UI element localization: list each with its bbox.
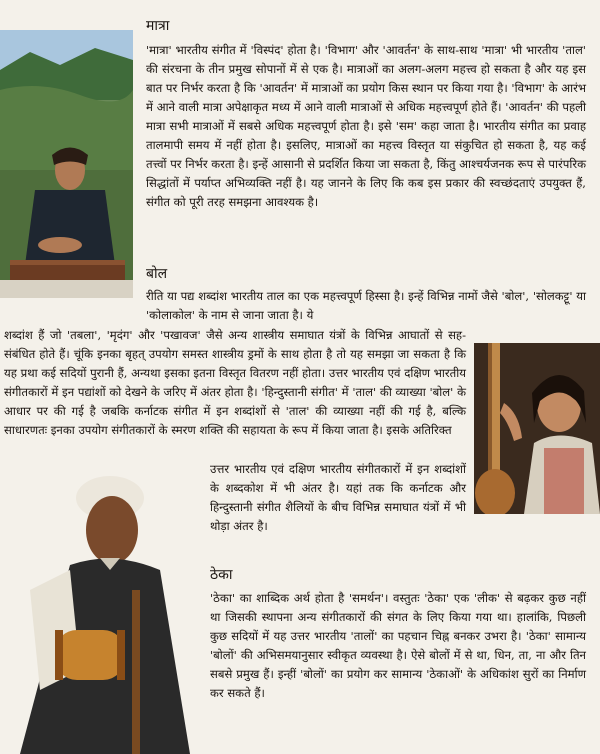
bol-middle-paragraph: शब्दांश हैं जो 'तबला', 'मृदंग' और 'पखावज' जैसे अन्य शास्त्रीय समाघात यंत्रों के विभिन्न आघातों से सह-संबंधित होते हैं। चूंकि इनका बृहत् उपयोग समस्त शास्त्रीय ड्रमों के साथ होता है तो यह समझा जा सकता है कि यह प्रथा कई सदियों पुरानी हैं, अन्यथा इसका इतना विस्तृत वितरण नहीं होता। उत्तर भारतीय एवं दक्षिण भारतीय संगीतकारों में इन पद्यांशों को देखने के जरिए में अंतर होता है। 'हिन्दुस्तानी संगीत' में 'ताल' की व्याख्या 'बोल' के आधार पर की गई है जबकि कर्नाटक संगीत में इन शब्दांशों से 'ताल' की व्याख्या नहीं की गई है, बल्कि साधारणतः इनका उपयोग संगीतकारों के स्मरण शक्ति की सहायता के रूप में किया जाता है। इसके अतिरिक्त (4, 328, 466, 437)
theka-heading: ठेका (210, 567, 233, 583)
photo-woman-tanpura (474, 343, 600, 514)
matra-paragraph: 'मात्रा' भारतीय संगीत में 'विस्पंद' होता है। 'विभाग' और 'आवर्तन' के साथ-साथ 'मात्रा' भी भारतीय 'ताल' की संरचना के तीन प्रमुख सोपानों में से एक है। मात्राओं का अलग-अलग महत्त्व हो सकता है और यह इस बात पर निर्भर करता है कि 'आवर्तन' में मात्राओं का प्रयोग किस स्थान पर किया गया है। 'विभाग' के आरंभ में आने वाली मात्रा अपेक्षाकृत मध्य में आने वाली मात्राओं से अधिक महत्त्वपूर्ण होते हैं। 'आवर्तन' की पहली मात्रा सभी मात्राओं में सबसे अधिक महत्त्वपूर्ण होता है। इसे 'सम' कहा जाता है। भारतीय संगीत का प्रवाह तालमापी समय में नहीं होता है। इसलिए, मात्राओं का महत्त्व विस्तृत या संकुचित हो सकता है, यह कई तत्त्वों पर निर्भर करता है। इन्हें आसानी से प्रदर्शित किया जा सकता है, किंतु आश्चर्यजनक रूप से पारंपरिक सिद्धांतों में पर्याप्त अभिव्यक्ति नहीं है। यह जानने के लिए कि कब इस प्रकार की स्वच्छंदताएं उपयुक्त हैं, संगीत को पूरी तरह समझना आवश्यक है। (146, 43, 586, 209)
photo-musician-harmonium (0, 30, 133, 298)
bol-end-paragraph: उत्तर भारतीय एवं दक्षिण भारतीय संगीतकारों में इन शब्दांशों के शब्दकोश में भी अंतर है। यहां तक कि कर्नाटक और हिन्दुस्तानी संगीत शैलियों के बीच विभिन्न समाघात यंत्रों में भी थोड़ा अंतर है। (210, 462, 466, 533)
photo-man-dholak (0, 470, 198, 754)
bol-heading: बोल (146, 266, 168, 282)
matra-heading: मात्रा (146, 18, 170, 34)
theka-paragraph: 'ठेका' का शाब्दिक अर्थ होता है 'समर्थन'। वस्तुतः 'ठेका' एक 'लीक' से बढ़कर कुछ नहीं था जिसकी स्थापना अन्य संगीतकारों की संगत के लिए किया गया था। हालांकि, पिछली कुछ सदियों में यह उत्तर भारतीय 'तालों' का पहचान चिह्न बनकर उभरा है। 'ठेका' सामान्य 'बोलों' की अभिसमयानुसार स्वीकृत व्यवस्था है। ऐसे बोलों में से था, धिन, ता, ना और तिन सबसे प्रमुख हैं। इन्हीं 'बोलों' का प्रयोग कर सामान्य 'ठेकाओं' के अधिकांश सुरों का निर्माण कर सकते हैं। (210, 591, 586, 700)
bol-intro-paragraph: रीति या पद्य शब्दांश भारतीय ताल का एक महत्त्वपूर्ण हिस्सा है। इन्हें विभिन्न नामों जैसे 'बोल', 'सोलकट्टू' या 'कोलाकोल' के नाम से जाना जाता है। ये (146, 289, 586, 322)
